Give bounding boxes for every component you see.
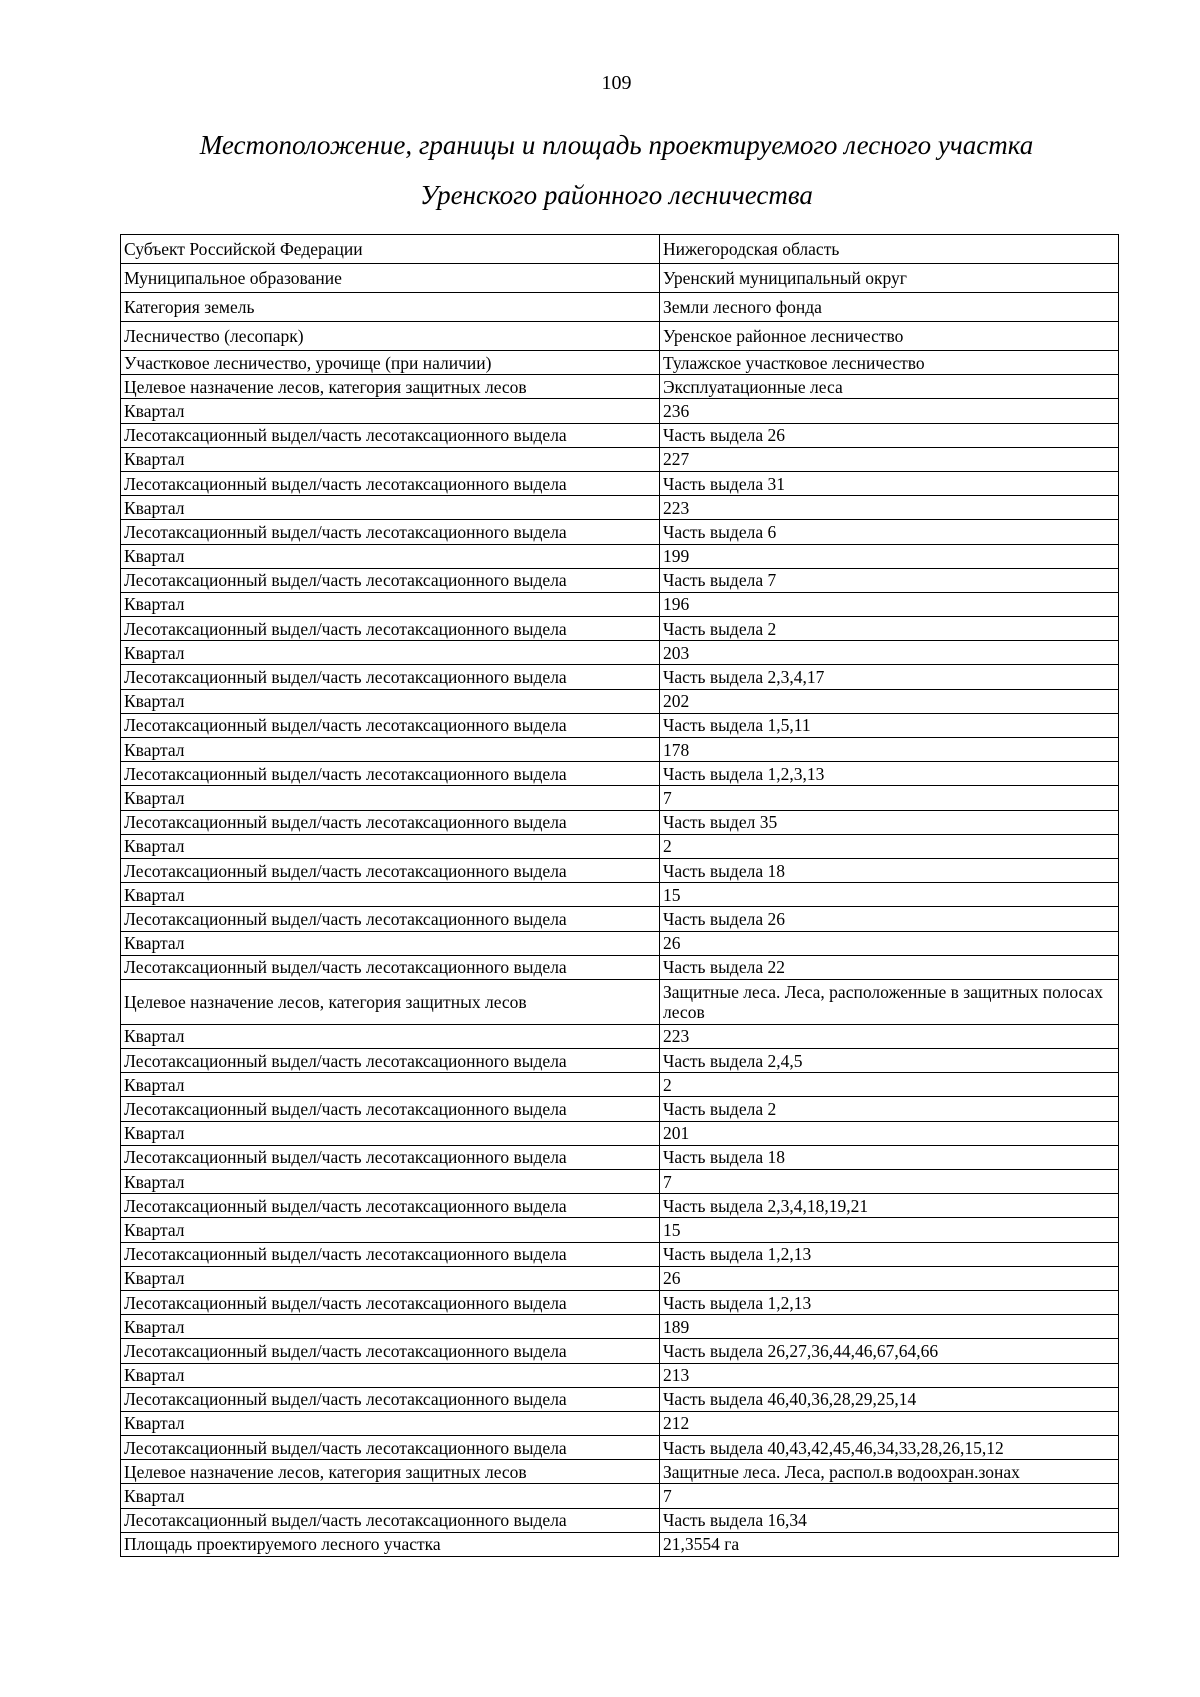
row-value: Часть выдела 22	[660, 955, 1119, 979]
row-value: Тулажское участковое лесничество	[660, 351, 1119, 375]
row-label: Квартал	[121, 738, 660, 762]
table-row	[121, 1170, 1119, 1194]
row-value: Часть выдел 35	[660, 810, 1119, 834]
row-value: Часть выдела 18	[660, 1145, 1119, 1169]
row-label: Лесотаксационный выдел/часть лесотаксационного выдела	[121, 1145, 660, 1169]
table-row	[121, 592, 1119, 616]
row-label: Квартал	[121, 1218, 660, 1242]
row-label: Лесотаксационный выдел/часть лесотаксационного выдела	[121, 1049, 660, 1073]
table-row	[121, 1073, 1119, 1097]
table-row	[121, 293, 1119, 322]
table-row	[121, 786, 1119, 810]
row-value: 26	[660, 1266, 1119, 1290]
table-row	[121, 1315, 1119, 1339]
table-row	[121, 568, 1119, 592]
row-value: 201	[660, 1121, 1119, 1145]
row-label: Целевое назначение лесов, категория защитных лесов	[121, 1460, 660, 1484]
table-row	[121, 979, 1119, 1024]
table-row	[121, 1460, 1119, 1484]
table-row	[121, 907, 1119, 931]
table-body	[121, 235, 1119, 1557]
table-row	[121, 322, 1119, 351]
row-label: Лесотаксационный выдел/часть лесотаксационного выдела	[121, 665, 660, 689]
table-row	[121, 713, 1119, 737]
row-label: Лесотаксационный выдел/часть лесотаксационного выдела	[121, 423, 660, 447]
page-number: 109	[601, 72, 632, 94]
row-value: 212	[660, 1411, 1119, 1435]
row-value: 2	[660, 1073, 1119, 1097]
row-value: 236	[660, 399, 1119, 423]
row-label: Площадь проектируемого лесного участка	[121, 1532, 660, 1556]
table-row	[121, 617, 1119, 641]
row-label: Квартал	[121, 1484, 660, 1508]
row-label: Квартал	[121, 883, 660, 907]
row-value: 21,3554 га	[660, 1532, 1119, 1556]
row-label: Лесотаксационный выдел/часть лесотаксационного выдела	[121, 810, 660, 834]
row-value: 189	[660, 1315, 1119, 1339]
row-label: Лесотаксационный выдел/часть лесотаксационного выдела	[121, 1194, 660, 1218]
row-value: 15	[660, 883, 1119, 907]
table-row	[121, 665, 1119, 689]
row-value: Часть выдела 6	[660, 520, 1119, 544]
title-line-2: Уренского районного лесничества	[420, 180, 813, 210]
table-row	[121, 447, 1119, 471]
table-row	[121, 544, 1119, 568]
row-value: Защитные леса. Леса, распол.в водоохран.зонах	[660, 1460, 1119, 1484]
row-value: 7	[660, 1484, 1119, 1508]
row-label: Квартал	[121, 496, 660, 520]
row-label: Лесотаксационный выдел/часть лесотаксационного выдела	[121, 1387, 660, 1411]
table-row	[121, 1290, 1119, 1314]
row-label: Категория земель	[121, 293, 660, 322]
table-row	[121, 1436, 1119, 1460]
row-label: Квартал	[121, 447, 660, 471]
table-row	[121, 399, 1119, 423]
table-row	[121, 1339, 1119, 1363]
row-label: Лесотаксационный выдел/часть лесотаксационного выдела	[121, 1242, 660, 1266]
table-row	[121, 955, 1119, 979]
row-value: 223	[660, 1024, 1119, 1048]
row-value: Эксплуатационные леса	[660, 375, 1119, 399]
row-label: Лесотаксационный выдел/часть лесотаксационного выдела	[121, 1290, 660, 1314]
row-value: 213	[660, 1363, 1119, 1387]
row-value: Часть выдела 26	[660, 907, 1119, 931]
row-label: Субъект Российской Федерации	[121, 235, 660, 264]
table-row	[121, 1121, 1119, 1145]
row-label: Квартал	[121, 786, 660, 810]
table-row	[121, 520, 1119, 544]
row-value: 227	[660, 447, 1119, 471]
row-label: Квартал	[121, 1170, 660, 1194]
title-line-1: Местоположение, границы и площадь проектируемого лесного участка	[199, 130, 1034, 160]
table-row	[121, 762, 1119, 786]
row-label: Лесотаксационный выдел/часть лесотаксационного выдела	[121, 1097, 660, 1121]
table-row	[121, 471, 1119, 495]
table-row	[121, 883, 1119, 907]
table-row	[121, 1242, 1119, 1266]
table-row	[121, 1194, 1119, 1218]
row-value: Часть выдела 46,40,36,28,29,25,14	[660, 1387, 1119, 1411]
row-value: Уренский муниципальный округ	[660, 264, 1119, 293]
table-row	[121, 1363, 1119, 1387]
row-label: Квартал	[121, 1073, 660, 1097]
row-label: Квартал	[121, 1363, 660, 1387]
row-label: Лесотаксационный выдел/часть лесотаксационного выдела	[121, 520, 660, 544]
row-value: 2	[660, 834, 1119, 858]
row-value: Часть выдела 1,2,3,13	[660, 762, 1119, 786]
row-label: Квартал	[121, 399, 660, 423]
row-label: Лесотаксационный выдел/часть лесотаксационного выдела	[121, 1436, 660, 1460]
row-value: Часть выдела 2,3,4,17	[660, 665, 1119, 689]
row-label: Квартал	[121, 1315, 660, 1339]
row-label: Лесотаксационный выдел/часть лесотаксационного выдела	[121, 955, 660, 979]
row-value: Нижегородская область	[660, 235, 1119, 264]
table-row	[121, 1411, 1119, 1435]
row-value: Часть выдела 26,27,36,44,46,67,64,66	[660, 1339, 1119, 1363]
row-label: Целевое назначение лесов, категория защитных лесов	[121, 375, 660, 399]
row-label: Лесотаксационный выдел/часть лесотаксационного выдела	[121, 1508, 660, 1532]
table-row	[121, 351, 1119, 375]
table-row	[121, 738, 1119, 762]
row-value: 196	[660, 592, 1119, 616]
row-value: 7	[660, 1170, 1119, 1194]
table-row	[121, 496, 1119, 520]
row-label: Квартал	[121, 1266, 660, 1290]
row-value: Часть выдела 7	[660, 568, 1119, 592]
row-label: Лесотаксационный выдел/часть лесотаксационного выдела	[121, 907, 660, 931]
row-label: Муниципальное образование	[121, 264, 660, 293]
row-label: Лесничество (лесопарк)	[121, 322, 660, 351]
table-row	[121, 1532, 1119, 1556]
table-row	[121, 1145, 1119, 1169]
row-value: Часть выдела 1,2,13	[660, 1242, 1119, 1266]
row-value: 178	[660, 738, 1119, 762]
document-title	[0, 120, 1200, 220]
row-value: Уренское районное лесничество	[660, 322, 1119, 351]
table-row	[121, 1484, 1119, 1508]
table-row	[121, 235, 1119, 264]
row-label: Лесотаксационный выдел/часть лесотаксационного выдела	[121, 617, 660, 641]
row-label: Лесотаксационный выдел/часть лесотаксационного выдела	[121, 568, 660, 592]
row-label: Квартал	[121, 689, 660, 713]
row-value: Часть выдела 2	[660, 617, 1119, 641]
table-row	[121, 931, 1119, 955]
row-label: Квартал	[121, 931, 660, 955]
row-value: Часть выдела 40,43,42,45,46,34,33,28,26,15,12	[660, 1436, 1119, 1460]
table-row	[121, 1049, 1119, 1073]
table-row	[121, 834, 1119, 858]
row-value: Часть выдела 1,5,11	[660, 713, 1119, 737]
row-value: Часть выдела 26	[660, 423, 1119, 447]
row-value: Часть выдела 2,4,5	[660, 1049, 1119, 1073]
row-label: Лесотаксационный выдел/часть лесотаксационного выдела	[121, 1339, 660, 1363]
row-value: 223	[660, 496, 1119, 520]
row-label: Лесотаксационный выдел/часть лесотаксационного выдела	[121, 471, 660, 495]
table-row	[121, 641, 1119, 665]
row-value: Земли лесного фонда	[660, 293, 1119, 322]
table-row	[121, 375, 1119, 399]
table-row	[121, 423, 1119, 447]
row-value: Часть выдела 2,3,4,18,19,21	[660, 1194, 1119, 1218]
row-value: Часть выдела 16,34	[660, 1508, 1119, 1532]
row-label: Квартал	[121, 641, 660, 665]
table-row	[121, 1218, 1119, 1242]
row-value: 203	[660, 641, 1119, 665]
row-label: Квартал	[121, 544, 660, 568]
row-label: Квартал	[121, 1411, 660, 1435]
row-value: 26	[660, 931, 1119, 955]
row-value: Часть выдела 31	[660, 471, 1119, 495]
row-label: Квартал	[121, 1024, 660, 1048]
table-row	[121, 810, 1119, 834]
row-value: Часть выдела 2	[660, 1097, 1119, 1121]
row-value: 202	[660, 689, 1119, 713]
row-label: Квартал	[121, 834, 660, 858]
table-row	[121, 858, 1119, 882]
row-value: Часть выдела 18	[660, 858, 1119, 882]
row-label: Лесотаксационный выдел/часть лесотаксационного выдела	[121, 858, 660, 882]
row-label: Участковое лесничество, урочище (при наличии)	[121, 351, 660, 375]
table-row	[121, 1266, 1119, 1290]
row-value: 199	[660, 544, 1119, 568]
table-row	[121, 1508, 1119, 1532]
row-label: Целевое назначение лесов, категория защитных лесов	[121, 979, 660, 1024]
row-label: Квартал	[121, 592, 660, 616]
table-row	[121, 1387, 1119, 1411]
row-label: Квартал	[121, 1121, 660, 1145]
row-value: 7	[660, 786, 1119, 810]
row-value: Защитные леса. Леса, расположенные в защитных полосах лесов	[660, 979, 1119, 1024]
table-row	[121, 1024, 1119, 1048]
row-label: Лесотаксационный выдел/часть лесотаксационного выдела	[121, 762, 660, 786]
row-label: Лесотаксационный выдел/часть лесотаксационного выдела	[121, 713, 660, 737]
table-row	[121, 1097, 1119, 1121]
row-value: Часть выдела 1,2,13	[660, 1290, 1119, 1314]
land-plot-info-table	[120, 234, 1119, 1557]
table-row	[121, 689, 1119, 713]
row-value: 15	[660, 1218, 1119, 1242]
table-row	[121, 264, 1119, 293]
